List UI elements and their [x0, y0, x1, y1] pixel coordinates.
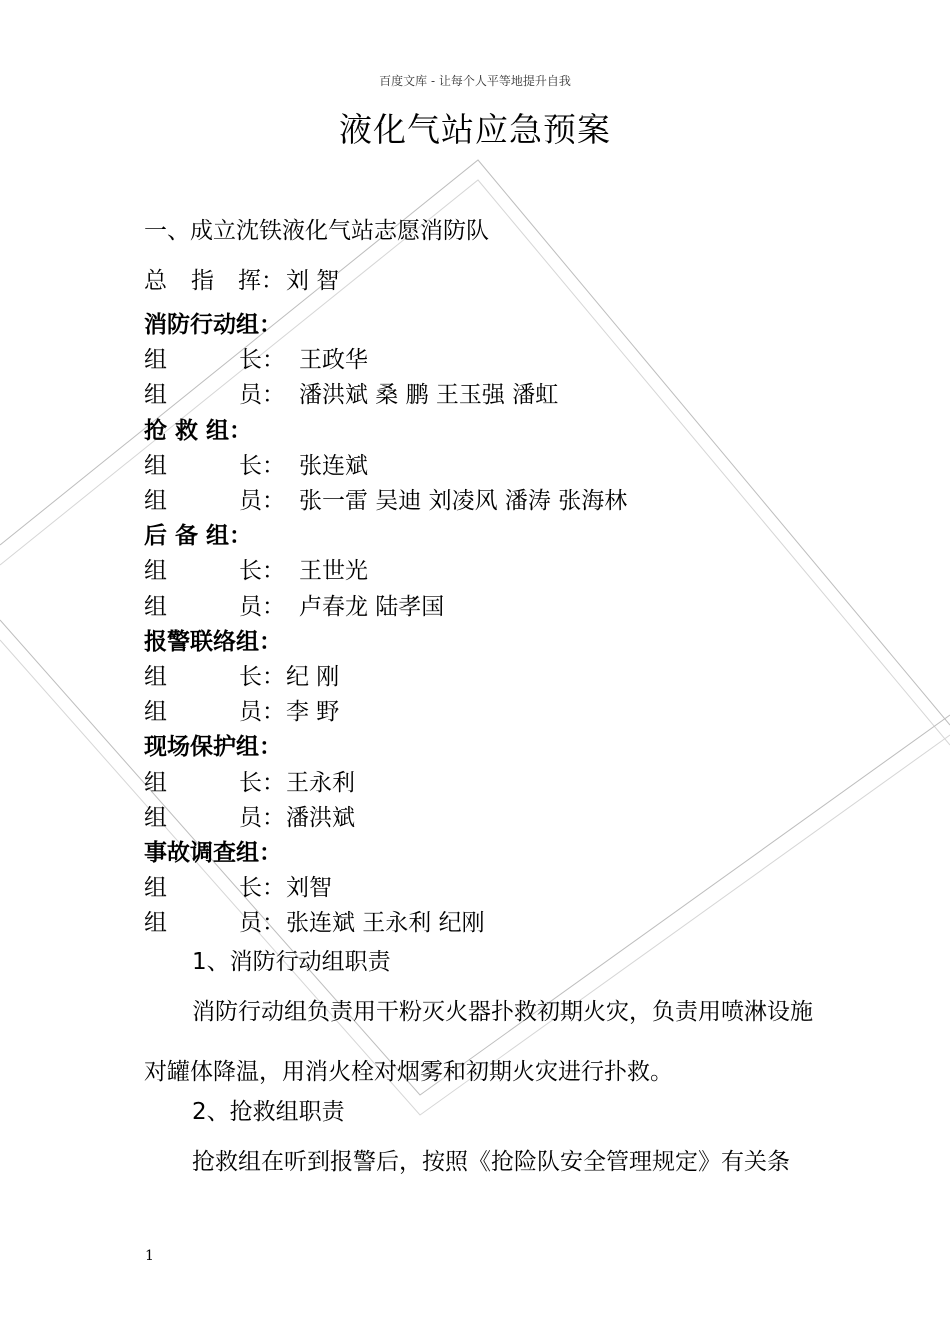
group-members-label: 组 员：: [144, 804, 285, 831]
page-header: 百度文库 - 让每个人平等地提升自我: [379, 74, 571, 88]
group-leader-value: 张连斌: [299, 452, 368, 479]
duty-heading-2: 2、抢救组职责: [192, 1099, 345, 1125]
group-leader-label: 组 长：: [144, 875, 285, 902]
group-heading: 后 备 组：: [144, 523, 253, 550]
group-heading: 现场保护组：: [144, 734, 282, 761]
group-members-value: 李 野: [286, 699, 340, 726]
duty-text-1: 消防行动组负责用干粉灭火器扑救初期火灾，负责用喷淋设施对罐体降温，用消火栓对烟雾和初期火灾进行扑救。: [144, 999, 813, 1085]
group-leader-label: 组 长：: [144, 664, 285, 690]
group-leader-value: 刘智: [286, 875, 332, 902]
group-members-label: 组 员：: [144, 593, 285, 620]
group-leader-label: 组 长：: [144, 452, 285, 479]
group-heading: 抢 救 组：: [144, 417, 253, 444]
group-heading: 事故调查组：: [144, 840, 282, 866]
group-members-label: 组 员：: [144, 488, 285, 514]
group-leader-row: [144, 662, 340, 692]
group-leader-row: [144, 556, 368, 586]
group-members-value: 张连斌 王永利 纪刚: [286, 910, 485, 937]
duty-text-2: 抢救组在听到报警后，按照《抢险队安全管理规定》有关条: [192, 1149, 790, 1175]
group-members-row: [144, 380, 559, 410]
group-members-row: [144, 697, 340, 727]
group-leader-row: [144, 873, 332, 903]
page-number: 1: [145, 1248, 154, 1264]
group-leader-row: [144, 451, 368, 481]
group-leader-value: 纪 刚: [286, 664, 340, 690]
group-heading: 报警联络组：: [144, 628, 282, 655]
group-leader-label: 组 长：: [144, 558, 285, 585]
group-leader-label: 组 长：: [144, 347, 285, 374]
group-members-value: 潘洪斌 桑 鹏 王玉强 潘虹: [299, 382, 559, 409]
group-members-label: 组 员：: [144, 910, 285, 937]
document-title: 液化气站应急预案: [339, 110, 611, 149]
group-members-row: [144, 803, 355, 833]
group-members-value: 潘洪斌: [286, 804, 355, 831]
group-members-value: 卢春龙 陆孝国: [299, 593, 445, 620]
commander-name: 刘 智: [286, 268, 340, 294]
group-leader-row: [144, 768, 355, 798]
group-heading: 消防行动组：: [144, 312, 282, 338]
duty-heading-1: 1、消防行动组职责: [192, 949, 391, 975]
group-members-row: [144, 908, 485, 938]
group-members-label: 组 员：: [144, 699, 285, 726]
group-members-row: [144, 486, 628, 516]
group-members-value: 张一雷 吴迪 刘凌风 潘涛 张海林: [299, 488, 628, 514]
commander-row: [144, 266, 340, 296]
commander-label: 总 指 挥：: [144, 268, 284, 294]
group-members-row: [144, 592, 445, 622]
group-leader-value: 王永利: [286, 769, 355, 796]
group-leader-value: 王政华: [299, 347, 368, 374]
group-leader-row: [144, 345, 368, 375]
group-leader-value: 王世光: [299, 558, 368, 585]
group-members-label: 组 员：: [144, 382, 285, 409]
section-heading: 一、成立沈铁液化气站志愿消防队: [144, 218, 489, 244]
group-leader-label: 组 长：: [144, 769, 285, 796]
